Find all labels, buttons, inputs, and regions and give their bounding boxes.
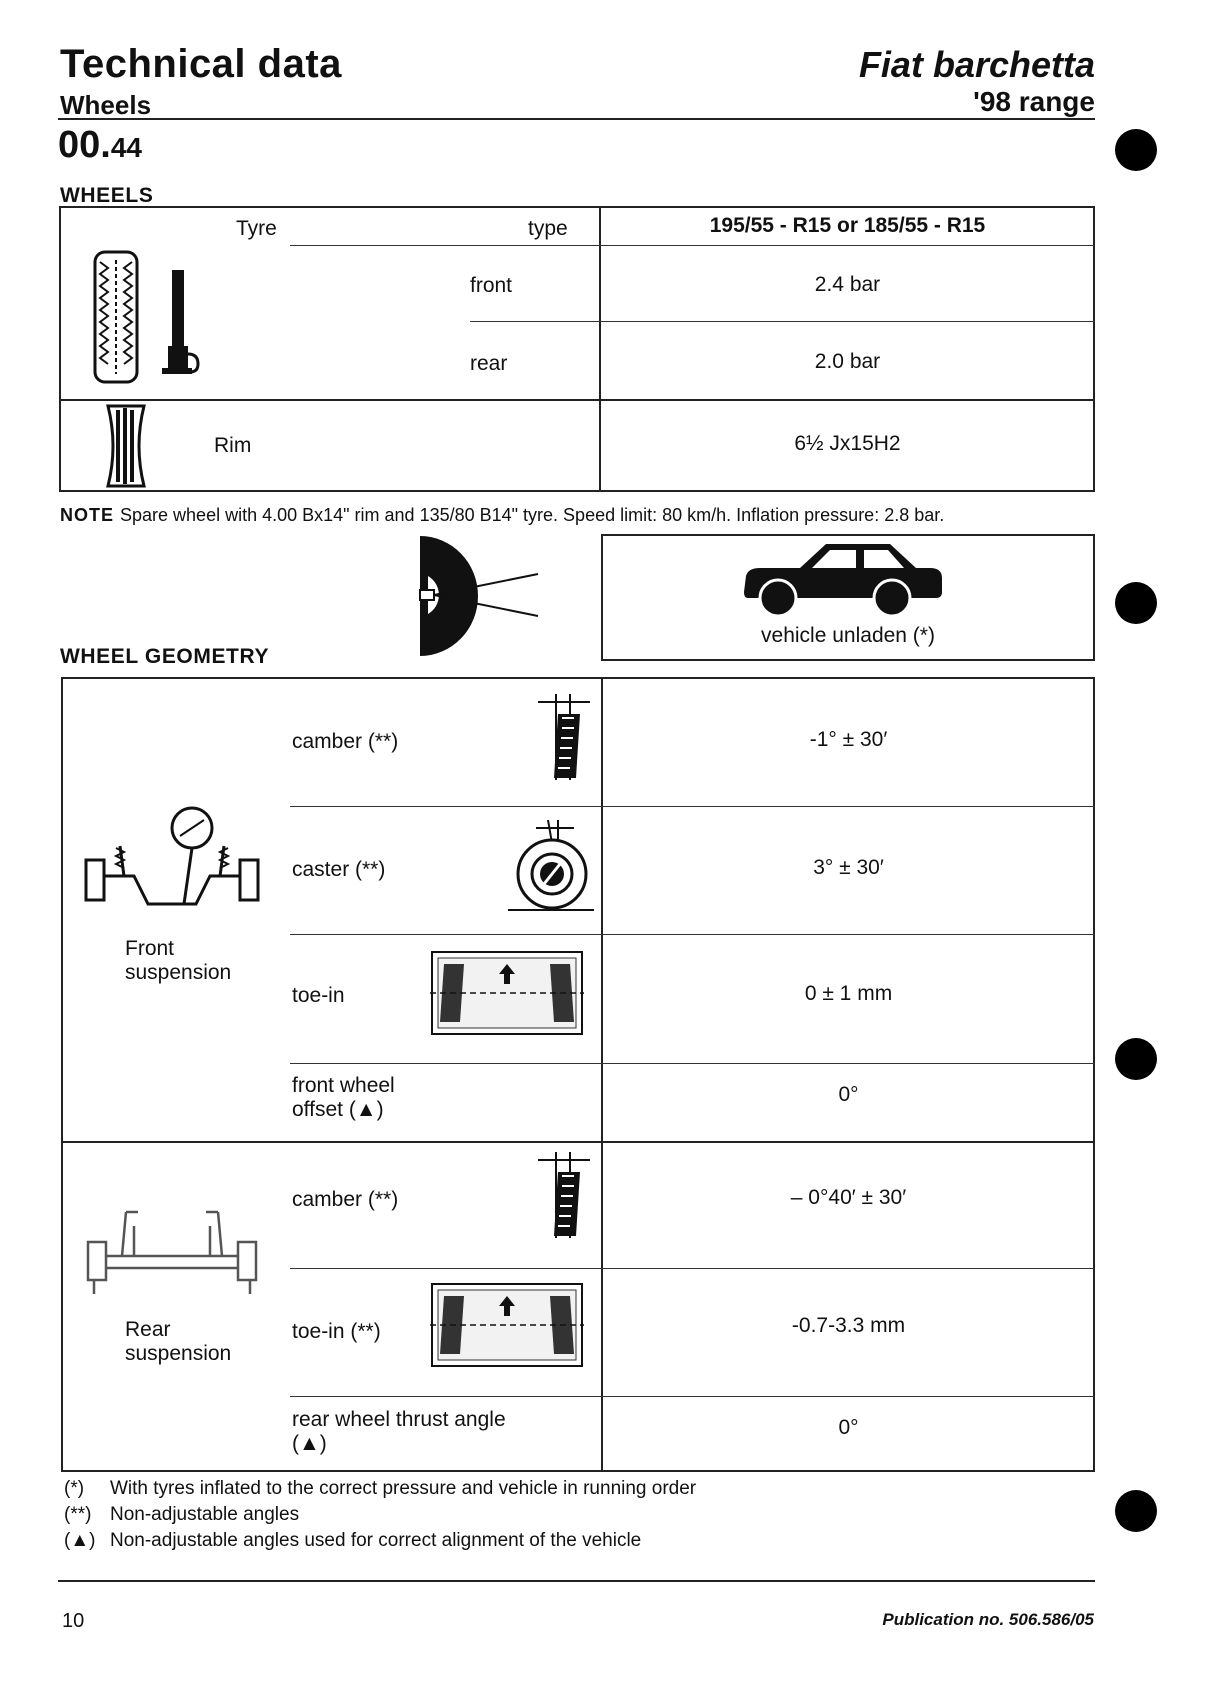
footnote: (▲) Non-adjustable angles used for correct alignment of the vehicle <box>64 1530 642 1551</box>
front-wheel-offset-value: 0° <box>838 1083 859 1106</box>
car-icon <box>742 542 946 618</box>
footnote: (**) Non-adjustable angles <box>64 1504 300 1525</box>
footer-rule <box>58 1580 1095 1582</box>
rear-camber-label: camber (**) <box>292 1188 399 1211</box>
front-toe-in-label: toe-in <box>292 984 345 1007</box>
rear-suspension-label: Rear suspension <box>125 1318 232 1365</box>
page-number: 10 <box>62 1610 85 1632</box>
front-toe-in-value: 0 ± 1 mm <box>804 982 893 1005</box>
toe-in-icon <box>430 1282 584 1368</box>
model-name: Fiat barchetta <box>858 44 1095 85</box>
geometry-heading: WHEEL GEOMETRY <box>60 645 270 668</box>
section-code: 00.44 <box>58 124 142 166</box>
tyre-pressure-icon <box>92 250 212 384</box>
binder-hole <box>1115 582 1157 624</box>
footnote: (*) With tyres inflated to the correct pressure and vehicle in running order <box>64 1478 697 1499</box>
rear-toe-in-label: toe-in (**) <box>292 1320 381 1343</box>
front-wheel-offset-label: front wheel offset (▲) <box>292 1074 395 1121</box>
rear-pressure-value: 2.0 bar <box>814 350 881 373</box>
wheels-heading: WHEELS <box>60 184 154 207</box>
header-rule <box>58 118 1095 120</box>
camber-icon <box>536 1150 592 1240</box>
caster-icon <box>508 818 594 914</box>
front-caster-label: caster (**) <box>292 858 386 881</box>
rear-camber-value: – 0°40′ ± 30′ <box>790 1186 907 1209</box>
page-subtitle: Wheels <box>60 90 152 120</box>
tyre-label: Tyre <box>236 217 277 240</box>
rear-pressure-label: rear <box>470 352 508 375</box>
model-range: '98 range <box>973 86 1095 117</box>
rim-label: Rim <box>214 434 252 457</box>
front-pressure-value: 2.4 bar <box>814 273 881 296</box>
rear-thrust-angle-label: rear wheel thrust angle (▲) <box>292 1408 506 1455</box>
front-caster-value: 3° ± 30′ <box>813 856 884 879</box>
camber-icon <box>536 692 592 782</box>
rear-toe-in-value: -0.7-3.3 mm <box>791 1314 906 1337</box>
front-pressure-label: front <box>470 274 513 297</box>
tyre-type-value: 195/55 - R15 or 185/55 - R15 <box>709 214 986 237</box>
front-suspension-label: Front suspension <box>125 937 232 984</box>
binder-hole <box>1115 1038 1157 1080</box>
publication-number: Publication no. 506.586/05 <box>882 1610 1094 1629</box>
wheel-angle-icon <box>418 534 540 656</box>
binder-hole <box>1115 129 1157 171</box>
rim-value: 6½ Jx15H2 <box>794 432 901 455</box>
front-camber-value: -1° ± 30′ <box>809 728 888 751</box>
binder-hole <box>1115 1490 1157 1532</box>
front-suspension-icon <box>84 806 260 922</box>
page-title: Technical data <box>60 42 342 86</box>
condition-label: vehicle unladen (*) <box>761 624 935 647</box>
front-camber-label: camber (**) <box>292 730 399 753</box>
toe-in-icon <box>430 950 584 1036</box>
rear-suspension-icon <box>86 1208 258 1298</box>
rear-thrust-angle-value: 0° <box>838 1416 859 1439</box>
type-label: type <box>528 217 568 240</box>
spare-wheel-note: NOTE Spare wheel with 4.00 Bx14" rim and 135/80 B14" tyre. Speed limit: 80 km/h. Inflation pressure: 2.8 bar. <box>60 505 945 525</box>
rim-icon <box>106 404 148 488</box>
